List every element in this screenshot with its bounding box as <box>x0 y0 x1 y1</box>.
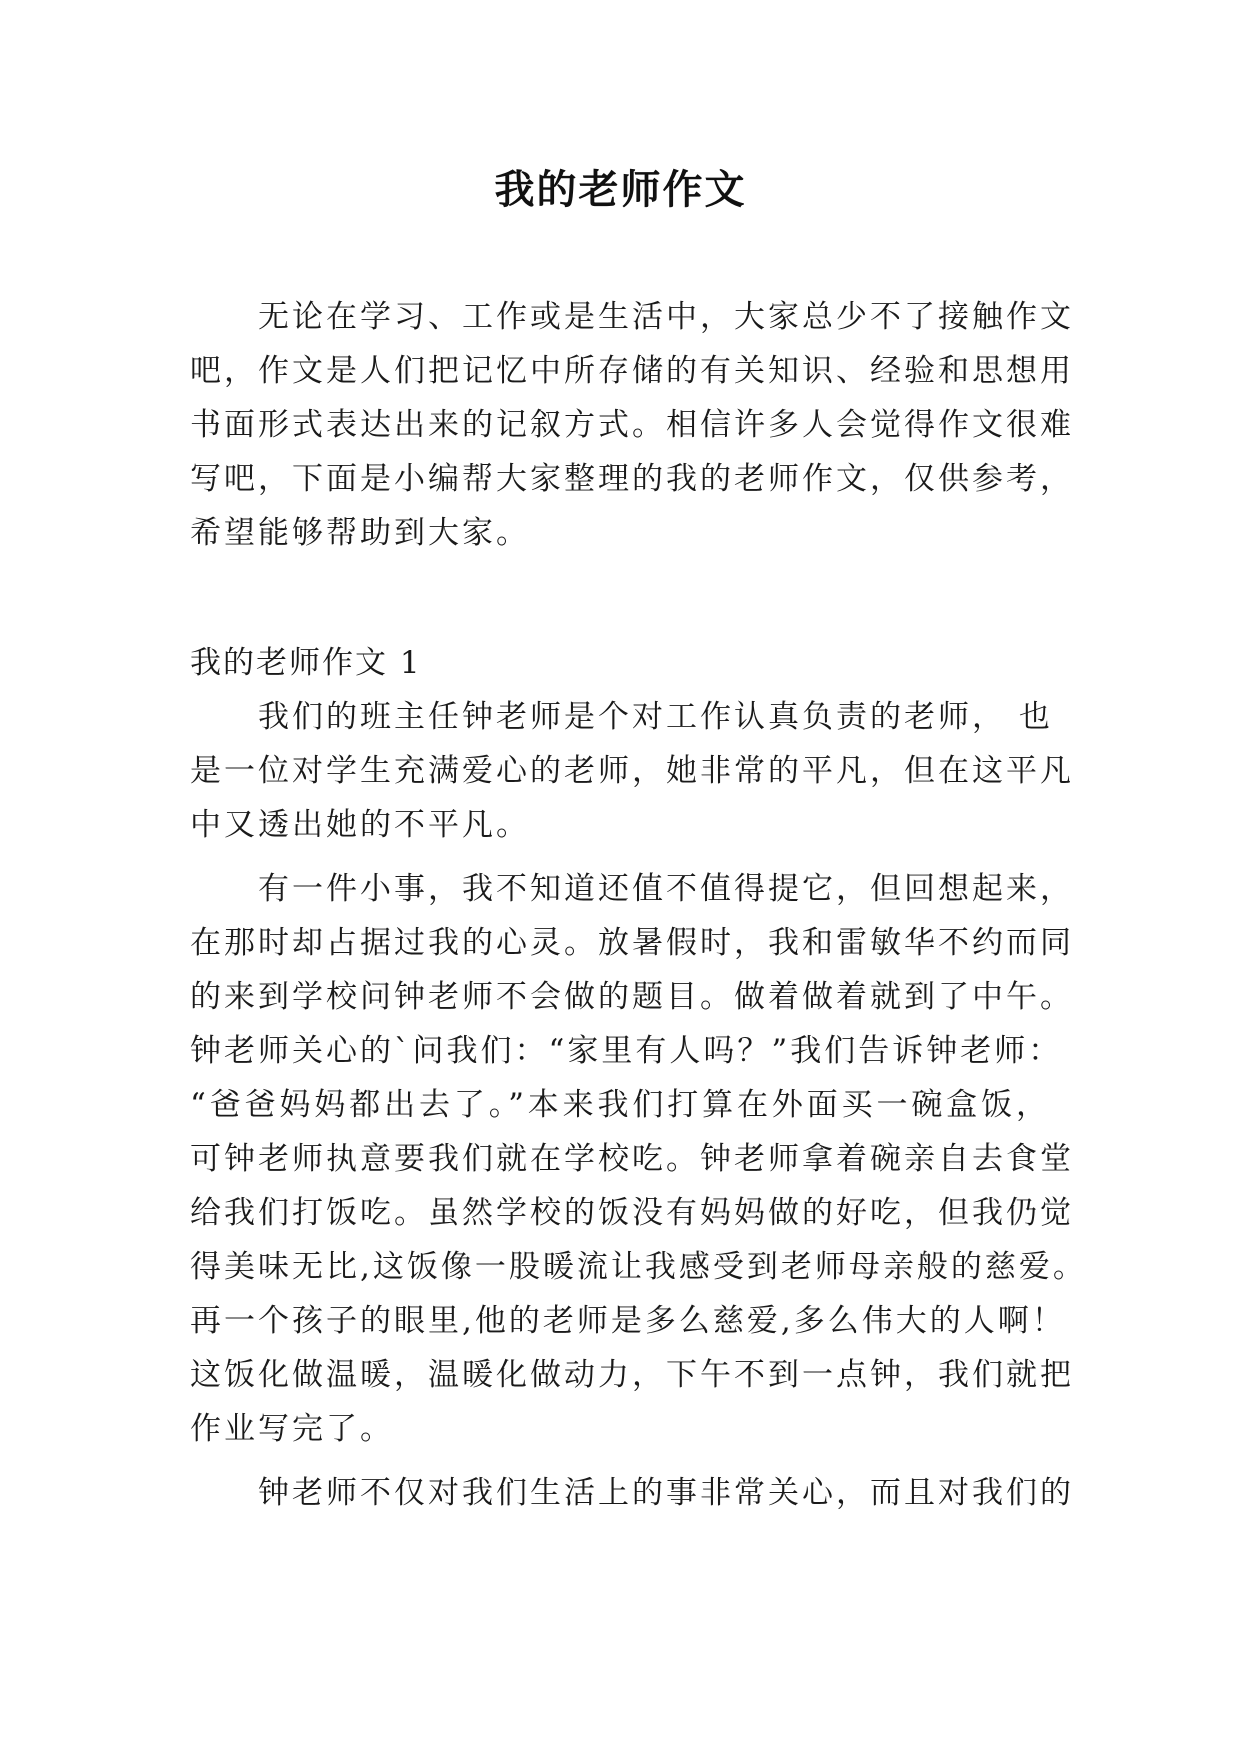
paragraph-line: “爸爸妈妈都出去了。”本来我们打算在外面买一碗盒饭， <box>190 1087 1050 1123</box>
paragraph-line: 钟老师不仅对我们生活上的事非常关心，而且对我们的 <box>258 1475 1074 1511</box>
intro-line: 希望能够帮助到大家。 <box>190 515 530 551</box>
paragraph-line: 有一件小事，我不知道还值不值得提它，但回想起来， <box>258 871 1074 907</box>
document-title: 我的老师作文 <box>494 167 747 213</box>
paragraph-line: 得美味无比,这饭像一股暖流让我感受到老师母亲般的慈爱。 <box>190 1249 1087 1285</box>
paragraph-line: 再一个孩子的眼里,他的老师是多么慈爱,多么伟大的人啊！ <box>190 1303 1066 1339</box>
intro-line: 无论在学习、工作或是生活中，大家总少不了接触作文 <box>258 299 1074 335</box>
paragraph-line: 给我们打饭吃。虽然学校的饭没有妈妈做的好吃，但我仍觉 <box>190 1195 1074 1231</box>
paragraph-line: 是一位对学生充满爱心的老师，她非常的平凡，但在这平凡 <box>190 753 1074 789</box>
paragraph-line: 这饭化做温暖，温暖化做动力，下午不到一点钟，我们就把 <box>190 1357 1074 1393</box>
paragraph-line: 的来到学校问钟老师不会做的题目。做着做着就到了中午。 <box>190 979 1074 1015</box>
intro-line: 书面形式表达出来的记叙方式。相信许多人会觉得作文很难 <box>190 407 1074 443</box>
paragraph-line: 作业写完了。 <box>190 1411 394 1447</box>
intro-line: 吧，作文是人们把记忆中所存储的有关知识、经验和思想用 <box>190 353 1074 389</box>
paragraph-line: 钟老师关心的`问我们：“家里有人吗？”我们告诉钟老师： <box>190 1033 1063 1069</box>
section-heading: 我的老师作文 1 <box>190 645 422 681</box>
paragraph-line: 可钟老师执意要我们就在学校吃。钟老师拿着碗亲自去食堂 <box>190 1141 1074 1177</box>
paragraph-line: 我们的班主任钟老师是个对工作认真负责的老师， 也 <box>258 699 1053 735</box>
paragraph-line: 中又透出她的不平凡。 <box>190 807 530 843</box>
paragraph-line: 在那时却占据过我的心灵。放暑假时，我和雷敏华不约而同 <box>190 925 1074 961</box>
intro-line: 写吧，下面是小编帮大家整理的我的老师作文，仅供参考， <box>190 461 1074 497</box>
